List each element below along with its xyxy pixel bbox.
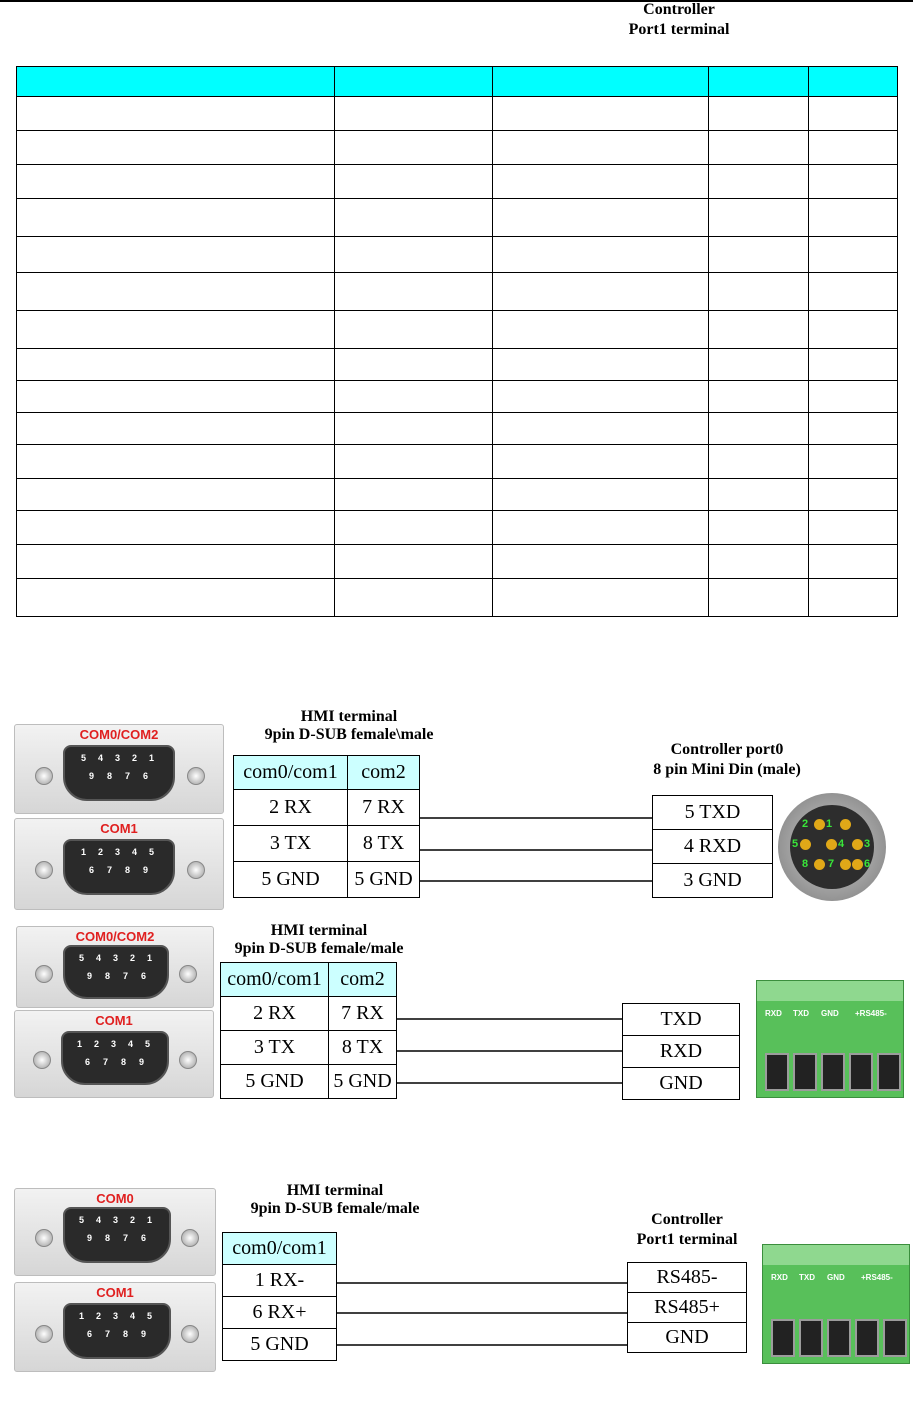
controller-pin-row [653,864,773,898]
screw-icon [179,965,197,983]
port-label: COM0/COM2 [79,727,159,742]
pin-dot [840,819,851,830]
terminal-slot [849,1053,873,1091]
table-header-cell: com0/com1 [234,756,348,790]
table-row [17,237,898,273]
terminal-top [757,981,903,1001]
screw-icon [35,1229,53,1247]
terminal-slot [855,1319,879,1357]
terminal-slot [877,1053,901,1091]
controller-pin-row [623,1068,740,1100]
port-label: COM1 [95,1013,133,1028]
pin-number: 1 [147,1215,153,1225]
controller-pin-row [623,1004,740,1036]
table-row [17,311,898,349]
hmi-terminal-title [224,1182,446,1218]
terminal-slot [799,1319,823,1357]
controller-title-line: Port1 terminal [636,1231,738,1248]
pin-number: 7 [123,971,129,981]
db9-male-port-picture [14,1010,214,1098]
pin-dot [826,839,837,850]
table-row [17,165,898,199]
table-cell: 3 GND [653,864,773,898]
table-cell: 5 GND [221,1065,329,1099]
hmi-pin-header [221,963,397,997]
db9-shell [63,1303,171,1359]
pin-number: 2 [802,818,809,830]
terminal-label: +RS485- [861,1273,893,1282]
pin-number: 9 [141,1329,147,1339]
hmi-title-line: HMI terminal [300,708,398,725]
controller-pin-row [628,1293,747,1323]
header-rule [0,0,913,2]
pin-number: 9 [143,865,149,875]
pin-number: 3 [113,1215,119,1225]
hmi-pin-table [233,755,420,898]
pin-number: 3 [113,1311,119,1321]
pin-number: 9 [139,1057,145,1067]
table-cell: 5 GND [234,862,348,898]
table-header-cell: com0/com1 [223,1233,337,1265]
pin-number: 1 [77,1039,83,1049]
pin-dot [814,859,825,870]
pin-number: 5 [81,753,87,763]
table-cell: 5 GND [348,862,420,898]
screw-icon [181,1325,199,1343]
table-cell: 5 GND [223,1329,337,1361]
db9-female-port-picture [14,1188,216,1276]
pin-number: 6 [141,971,147,981]
pin-number: 7 [103,1057,109,1067]
pin-number: 9 [89,771,95,781]
pin-number: 1 [826,818,833,830]
screw-icon [35,1325,53,1343]
port-label: COM0 [96,1191,134,1206]
controller-title [612,740,842,780]
hmi-pin-header [223,1233,337,1265]
pin-number: 4 [132,847,138,857]
pin-number: 2 [130,953,136,963]
terminal-label: TXD [799,1273,815,1282]
controller-pin-row [628,1263,747,1293]
table-row [17,511,898,545]
table-cell: 6 RX+ [223,1297,337,1329]
screw-icon [35,861,53,879]
controller-pin-row [623,1036,740,1068]
controller-title-line: Port1 terminal [628,21,730,38]
db9-shell [63,1207,171,1263]
table-cell: RS485- [628,1263,747,1293]
screw-icon [35,767,53,785]
table-cell: 2 RX [234,790,348,826]
table-row [17,445,898,479]
terminal-label: RXD [771,1273,788,1282]
table-cell: 5 GND [329,1065,397,1099]
port-label: COM0/COM2 [75,929,155,944]
pin-number: 4 [128,1039,134,1049]
db9-male-port-picture [14,818,224,910]
pin-number: 1 [149,753,155,763]
pin-dot [852,839,863,850]
table-cell: 7 RX [348,790,420,826]
pin-number: 3 [864,838,871,850]
pin-number: 2 [130,1215,136,1225]
pin-number: 4 [130,1311,136,1321]
pin-number: 4 [96,1215,102,1225]
table-cell: 5 TXD [653,796,773,830]
table-cell: 1 RX- [223,1265,337,1297]
controller-title-line: Controller [651,1211,723,1228]
hmi-pin-row [234,790,420,826]
controller-title-line: Controller [643,1,715,18]
controller-pin-table [627,1262,747,1353]
pin-number: 3 [111,1039,117,1049]
terminal-slot [765,1053,789,1091]
pin-number: 3 [115,847,121,857]
pin-number: 4 [838,838,845,850]
hmi-title-line: 9pin D-SUB female/male [234,940,404,957]
pin-number: 1 [81,847,87,857]
terminal-slot [821,1053,845,1091]
pin-number: 6 [87,1329,93,1339]
hmi-pin-row [223,1265,337,1297]
table-header-row [17,67,898,97]
pin-number: 6 [143,771,149,781]
table-cell: TXD [623,1004,740,1036]
parameter-table-body [17,67,898,617]
table-row [17,199,898,237]
terminal-slot [827,1319,851,1357]
hmi-title-line: HMI terminal [286,1182,384,1199]
table-cell: RXD [623,1036,740,1068]
pin-number: 8 [802,858,809,870]
pin-number: 8 [105,1233,111,1243]
hmi-terminal-title [208,922,430,958]
terminal-label: RXD [765,1009,782,1018]
pin-number: 7 [123,1233,129,1243]
hmi-pin-row [221,997,397,1031]
hmi-pin-row [234,862,420,898]
pin-number: 7 [828,858,835,870]
mini-din-face [790,805,874,889]
hmi-pin-table [220,962,397,1099]
pin-number: 4 [96,953,102,963]
pin-dot [814,819,825,830]
table-header-cell: com2 [329,963,397,997]
port-label: COM1 [96,1285,134,1300]
table-cell: 7 RX [329,997,397,1031]
pin-number: 1 [147,953,153,963]
hmi-pin-row [234,826,420,862]
table-cell: RS485+ [628,1293,747,1323]
table-cell: 3 TX [221,1031,329,1065]
terminal-label: GND [821,1009,839,1018]
pin-dot [852,859,863,870]
terminal-slot [793,1053,817,1091]
controller-title [612,1210,762,1250]
pin-number: 4 [98,753,104,763]
port-label: COM1 [100,821,138,836]
pin-number: 6 [864,858,871,870]
terminal-slot [883,1319,907,1357]
controller-pin-table [652,795,773,898]
terminal-label: +RS485- [855,1009,887,1018]
pin-number: 5 [149,847,155,857]
pin-number: 7 [105,1329,111,1339]
db9-male-port-picture [14,1282,216,1372]
db9-female-port-picture [14,724,224,814]
table-row [17,349,898,381]
table-header-cell: com2 [348,756,420,790]
pin-number: 8 [121,1057,127,1067]
green-terminal-block-picture [762,1244,910,1364]
db9-shell [63,745,175,801]
db9-female-port-picture [16,926,214,1008]
controller-pin-row [653,830,773,864]
pin-number: 9 [87,971,93,981]
pin-number: 3 [115,753,121,763]
pin-number: 2 [98,847,104,857]
pin-number: 8 [105,971,111,981]
pin-number: 5 [79,953,85,963]
db9-shell [63,839,175,895]
table-row [17,131,898,165]
table-header-cell: com0/com1 [221,963,329,997]
pin-number: 8 [107,771,113,781]
screw-icon [181,1229,199,1247]
table-row [17,413,898,445]
pin-dot [840,859,851,870]
pin-number: 2 [96,1311,102,1321]
pin-number: 1 [79,1311,85,1321]
table-cell: 8 TX [329,1031,397,1065]
green-terminal-block-picture [756,980,904,1098]
mini-din-connector-picture [778,793,886,901]
controller-title-line: 8 pin Mini Din (male) [653,761,801,778]
hmi-pin-row [221,1031,397,1065]
table-cell: 8 TX [348,826,420,862]
terminal-slot [771,1319,795,1357]
table-cell: 2 RX [221,997,329,1031]
table-row [17,545,898,579]
table-cell: 4 RXD [653,830,773,864]
table-row [17,479,898,511]
screw-icon [187,767,205,785]
terminal-label: TXD [793,1009,809,1018]
table-row [17,381,898,413]
hmi-title-line: 9pin D-SUB female\male [264,726,434,743]
screw-icon [179,1051,197,1069]
pin-number: 5 [145,1039,151,1049]
table-cell: 3 TX [234,826,348,862]
pin-number: 9 [87,1233,93,1243]
controller-pin-table [622,1003,740,1100]
pin-number: 5 [79,1215,85,1225]
table-cell: GND [628,1323,747,1353]
pin-number: 5 [792,838,799,850]
pin-number: 6 [141,1233,147,1243]
pin-number: 6 [85,1057,91,1067]
controller-title [604,0,754,40]
table-cell: GND [623,1068,740,1100]
hmi-pin-row [223,1329,337,1361]
controller-pin-row [628,1323,747,1353]
screw-icon [33,1051,51,1069]
table-row [17,97,898,131]
hmi-pin-row [223,1297,337,1329]
pin-number: 6 [89,865,95,875]
screw-icon [35,965,53,983]
pin-number: 8 [125,865,131,875]
pin-number: 3 [113,953,119,963]
terminal-label: GND [827,1273,845,1282]
db9-shell [61,1031,169,1085]
hmi-pin-table [222,1232,337,1361]
controller-title-line: Controller port0 [670,741,784,758]
parameter-table [16,66,898,617]
hmi-pin-header [234,756,420,790]
hmi-terminal-title [234,708,464,744]
controller-pin-row [653,796,773,830]
hmi-title-line: HMI terminal [270,922,368,939]
pin-number: 2 [94,1039,100,1049]
pin-dot [800,839,811,850]
pin-number: 8 [123,1329,129,1339]
hmi-title-line: 9pin D-SUB female/male [250,1200,420,1217]
pin-number: 2 [132,753,138,763]
pin-number: 5 [147,1311,153,1321]
table-row [17,273,898,311]
pin-number: 7 [107,865,113,875]
table-row [17,579,898,617]
db9-shell [63,945,169,999]
screw-icon [187,861,205,879]
hmi-pin-row [221,1065,397,1099]
terminal-top [763,1245,909,1265]
pin-number: 7 [125,771,131,781]
